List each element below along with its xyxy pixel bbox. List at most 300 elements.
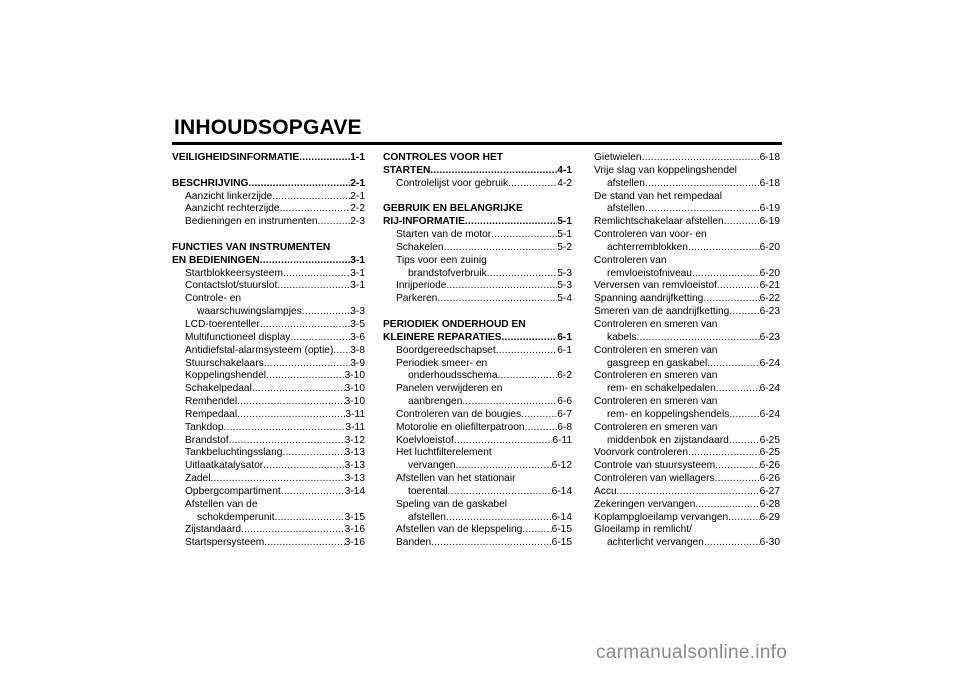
toc-page-number: 3-15 xyxy=(344,511,365,523)
dot-leader xyxy=(446,512,552,525)
toc-entry[interactable] xyxy=(172,293,365,306)
toc-page-number: 6-30 xyxy=(759,537,780,549)
toc-page-number: 1-1 xyxy=(350,152,365,163)
toc-page-number: 6-7 xyxy=(557,408,572,420)
toc-entry-title: Panelen verwijderen en xyxy=(396,383,503,395)
toc-page-number: 6-20 xyxy=(759,241,780,253)
toc-entry[interactable] xyxy=(594,306,780,319)
dot-leader xyxy=(525,422,558,435)
dot-leader xyxy=(260,255,351,268)
toc-page-number: 6-22 xyxy=(759,293,780,305)
toc-entry-title: Het luchtfilterelement xyxy=(396,447,492,459)
toc-entry[interactable] xyxy=(594,409,780,422)
toc-entry[interactable] xyxy=(172,537,365,550)
toc-page-number: 4-2 xyxy=(557,177,572,189)
toc-page-number: 2-1 xyxy=(350,190,365,202)
toc-entry-title: Speling van de gaskabel xyxy=(396,498,508,510)
toc-entry-title: Remhendel xyxy=(185,396,238,408)
toc-page-number: 3-12 xyxy=(344,434,365,446)
toc-entry-title: Banden xyxy=(396,537,432,549)
toc-entry[interactable] xyxy=(172,396,365,409)
toc-page-number: 3-13 xyxy=(344,473,365,485)
toc-spacer xyxy=(172,165,365,178)
toc-page-number: 3-1 xyxy=(350,280,365,292)
toc-page-number: 5-3 xyxy=(557,267,572,279)
page-title: INHOUDSOPGAVE xyxy=(174,116,362,139)
toc-entry[interactable] xyxy=(383,370,572,383)
toc-page-number: 6-15 xyxy=(551,524,572,536)
toc-entry-title: Multifunctioneel display xyxy=(185,331,291,343)
toc-page-number: 6-12 xyxy=(551,460,572,472)
toc-page-number: 2-3 xyxy=(350,216,365,228)
toc-entry[interactable] xyxy=(383,435,572,448)
toc-entry-title: BESCHRIJVING xyxy=(172,177,249,189)
toc-entry-title: Afstellen van de xyxy=(185,498,258,510)
dot-leader xyxy=(617,486,760,499)
toc-entry[interactable] xyxy=(172,460,365,473)
toc-section-heading[interactable] xyxy=(172,255,365,268)
toc-page-number: 3-11 xyxy=(345,421,365,433)
toc-entry[interactable] xyxy=(383,473,572,486)
dot-leader xyxy=(462,396,557,409)
toc-entry[interactable] xyxy=(172,370,365,383)
dot-leader xyxy=(302,306,351,319)
toc-page-number: 6-24 xyxy=(759,357,780,369)
toc-entry[interactable] xyxy=(172,358,365,371)
toc-page-number: 3-13 xyxy=(344,447,365,459)
toc-entry[interactable] xyxy=(383,280,572,293)
dot-leader xyxy=(465,216,557,229)
toc-entry-title: KLEINERE REPARATIES xyxy=(383,331,502,343)
toc-entry-title: Koplampgloeilamp vervangen xyxy=(594,511,729,523)
toc-entry[interactable] xyxy=(172,435,365,448)
toc-column-2 xyxy=(383,152,572,550)
dot-leader xyxy=(497,370,557,383)
toc-entry-title: achterlicht vervangen xyxy=(607,537,704,549)
dot-leader xyxy=(272,191,350,204)
toc-page-number: 6-1 xyxy=(557,331,572,343)
toc-section-heading[interactable] xyxy=(383,319,572,332)
toc-entry-title: Controleren van wiellagers xyxy=(594,473,715,485)
toc-entry-title: afstellen xyxy=(607,177,645,189)
dot-leader xyxy=(688,242,760,255)
dot-leader xyxy=(729,435,760,448)
toc-page-number: 6-23 xyxy=(759,331,780,343)
toc-entry[interactable] xyxy=(172,524,365,537)
toc-entry-title: Controleren van xyxy=(594,254,667,266)
toc-entry-title: toerental xyxy=(408,485,448,497)
toc-column-3 xyxy=(594,152,780,550)
toc-entry[interactable] xyxy=(594,383,780,396)
toc-entry[interactable] xyxy=(594,319,780,332)
toc-entry-title: Voorvork controleren xyxy=(594,447,688,459)
toc-entry[interactable] xyxy=(383,524,572,537)
toc-entry-title: Tips voor een zuinig xyxy=(396,254,487,266)
dot-leader xyxy=(282,447,344,460)
toc-entry[interactable] xyxy=(594,191,780,204)
dot-leader xyxy=(487,268,558,281)
toc-entry[interactable] xyxy=(383,229,572,242)
toc-page-number: 6-25 xyxy=(759,447,780,459)
toc-spacer xyxy=(172,229,365,242)
toc-entry-title: Koppelingshendel xyxy=(185,370,267,382)
toc-entry-title: GEBRUIK EN BELANGRIJKE xyxy=(383,203,523,215)
dot-leader xyxy=(715,460,759,473)
toc-entry-title: rem- en koppelingshendels xyxy=(607,408,730,420)
toc-page-number: 5-1 xyxy=(557,216,572,228)
toc-entry-title: achterremblokken xyxy=(607,241,688,253)
toc-page-number: 6-23 xyxy=(759,306,780,318)
toc-section-heading[interactable] xyxy=(383,332,572,345)
toc-entry-title: Starten van de motor xyxy=(396,229,492,241)
toc-entry-title: Opbergcompartiment xyxy=(185,485,281,497)
toc-entry[interactable] xyxy=(594,512,780,525)
toc-column-1 xyxy=(172,152,365,550)
toc-entry-title: Aanzicht linkerzijde xyxy=(185,190,273,202)
toc-entry[interactable] xyxy=(594,255,780,268)
toc-entry[interactable] xyxy=(594,486,780,499)
toc-entry[interactable] xyxy=(594,229,780,242)
toc-page-number: 3-16 xyxy=(344,537,365,549)
toc-entry-title: Controleren en smeren van xyxy=(594,344,718,356)
title-rule xyxy=(172,142,782,145)
toc-entry-title: Tankdop xyxy=(185,421,224,433)
toc-page-number: 6-18 xyxy=(759,152,780,163)
dot-leader xyxy=(703,293,759,306)
dot-leader xyxy=(248,178,350,191)
toc-section-heading[interactable] xyxy=(383,165,572,178)
toc-entry-title: Zekeringen vervangen xyxy=(594,498,696,510)
toc-section-heading[interactable] xyxy=(383,216,572,229)
toc-entry[interactable] xyxy=(172,268,365,281)
toc-entry[interactable] xyxy=(172,409,365,422)
toc-page-number: 6-2 xyxy=(557,370,572,382)
toc-entry-title: Verversen van remvloeistof xyxy=(594,280,717,292)
toc-entry-title: Afstellen van de klepspeling xyxy=(396,524,523,536)
toc-entry[interactable] xyxy=(383,293,572,306)
toc-entry-title: VEILIGHEIDSINFORMATIE xyxy=(172,152,300,163)
toc-page-number: 3-9 xyxy=(350,357,365,369)
toc-entry-title: Vrije slag van koppelingshendel xyxy=(594,164,737,176)
toc-entry-title: Uitlaatkatalysator xyxy=(185,460,264,472)
toc-entry[interactable] xyxy=(172,447,365,460)
toc-entry[interactable] xyxy=(594,345,780,358)
toc-page-number: 3-6 xyxy=(350,331,365,343)
toc-entry-title: Controleren en smeren van xyxy=(594,370,718,382)
dot-leader xyxy=(645,178,760,191)
toc-entry-title: remvloeistofniveau xyxy=(607,267,692,279)
toc-entry[interactable] xyxy=(383,486,572,499)
toc-entry[interactable] xyxy=(383,499,572,512)
toc-entry-title: aanbrengen xyxy=(408,396,463,408)
toc-entry[interactable] xyxy=(594,203,780,216)
toc-entry-title: kabels xyxy=(607,331,637,343)
toc-page-number: 3-10 xyxy=(344,370,365,382)
dot-leader xyxy=(333,345,350,358)
toc-page-number: 4-1 xyxy=(557,164,572,176)
dot-leader xyxy=(431,537,551,550)
toc-entry[interactable] xyxy=(172,499,365,512)
toc-entry[interactable] xyxy=(383,409,572,422)
toc-entry-title: De stand van het rempedaal xyxy=(594,190,722,202)
toc-entry-title: LCD-toerenteller xyxy=(185,318,260,330)
toc-section-heading[interactable] xyxy=(383,152,572,165)
toc-entry[interactable] xyxy=(594,499,780,512)
toc-entry-title: Controle- en xyxy=(185,293,242,305)
toc-entry[interactable] xyxy=(594,332,780,345)
toc-entry[interactable] xyxy=(172,319,365,332)
toc-entry-title: FUNCTIES VAN INSTRUMENTEN xyxy=(172,241,331,253)
toc-page-number: 6-6 xyxy=(557,396,572,408)
toc-entry-title: Rempedaal xyxy=(185,408,238,420)
toc-entry-title: Gloeilamp in remlicht/ xyxy=(594,524,692,536)
toc-entry[interactable] xyxy=(594,422,780,435)
toc-section-heading[interactable] xyxy=(172,178,365,191)
toc-page-number: 6-29 xyxy=(759,511,780,523)
toc-entry[interactable] xyxy=(383,460,572,473)
dot-leader xyxy=(521,409,557,422)
toc-entry-title: Controleren van voor- en xyxy=(594,229,707,241)
toc-page-number: 5-4 xyxy=(557,293,572,305)
toc-page-number: 6-11 xyxy=(552,434,572,446)
toc-entry-title: vervangen xyxy=(408,460,456,472)
toc-entry[interactable] xyxy=(594,524,780,537)
dot-leader xyxy=(260,319,351,332)
toc-page-number: 6-24 xyxy=(759,408,780,420)
dot-leader xyxy=(264,537,344,550)
dot-leader xyxy=(729,409,759,422)
toc-page-number: 6-21 xyxy=(759,280,780,292)
toc-entry[interactable] xyxy=(383,242,572,255)
toc-entry-title: Controleren en smeren van xyxy=(594,318,718,330)
toc-entry-title: Motorolie en oliefilterpatroon xyxy=(396,421,525,433)
dot-leader xyxy=(318,216,351,229)
toc-page-number: 3-3 xyxy=(350,306,365,318)
toc-entry-title: Spanning aandrijfketting xyxy=(594,293,704,305)
toc-page-number: 5-1 xyxy=(557,229,572,241)
toc-entry[interactable] xyxy=(594,178,780,191)
toc-page-number: 2-2 xyxy=(350,203,365,215)
dot-leader xyxy=(444,242,558,255)
toc-entry[interactable] xyxy=(594,293,780,306)
dot-leader xyxy=(299,152,350,165)
toc-entry[interactable] xyxy=(594,268,780,281)
dot-leader xyxy=(237,396,345,409)
toc-entry-title: RIJ-INFORMATIE xyxy=(383,216,465,228)
dot-leader xyxy=(707,358,759,371)
toc-entry-title: Periodiek smeer- en xyxy=(396,357,488,369)
toc-page-number: 3-1 xyxy=(350,254,365,266)
toc-entry-title: brandstofverbruik xyxy=(408,267,487,279)
toc-page-number: 6-19 xyxy=(759,203,780,215)
dot-leader xyxy=(724,216,760,229)
toc-entry[interactable] xyxy=(383,396,572,409)
toc-page-number: 6-28 xyxy=(759,498,780,510)
toc-entry[interactable] xyxy=(172,191,365,204)
dot-leader xyxy=(636,332,759,345)
dot-leader xyxy=(281,486,345,499)
toc-entry-title: Controlelijst voor gebruik xyxy=(396,177,509,189)
toc-page-number: 3-5 xyxy=(350,318,365,330)
dot-leader xyxy=(522,524,551,537)
toc-entry-title: Parkeren xyxy=(396,293,438,305)
dot-leader xyxy=(266,370,345,383)
dot-leader xyxy=(729,306,759,319)
toc-entry-title: Stuurschakelaars xyxy=(185,357,264,369)
toc-page-number: 5-3 xyxy=(557,280,572,292)
toc-page-number: 6-20 xyxy=(759,267,780,279)
dot-leader xyxy=(704,537,760,550)
toc-entry[interactable] xyxy=(383,358,572,371)
toc-entry-title: rem- en schakelpedalen xyxy=(607,383,716,395)
toc-entry[interactable] xyxy=(383,268,572,281)
dot-leader xyxy=(502,332,558,345)
toc-entry[interactable] xyxy=(594,152,780,165)
watermark-text: carmanualsonline.info xyxy=(596,642,788,663)
toc-entry-title: Startspersysteem xyxy=(185,537,265,549)
dot-leader xyxy=(642,152,760,165)
dot-leader xyxy=(448,486,552,499)
toc-entry[interactable] xyxy=(383,255,572,268)
toc-entry[interactable] xyxy=(594,242,780,255)
toc-entry[interactable] xyxy=(594,370,780,383)
toc-entry[interactable] xyxy=(594,447,780,460)
toc-entry[interactable] xyxy=(172,486,365,499)
toc-entry[interactable] xyxy=(172,383,365,396)
toc-entry-title: Aanzicht rechterzijde xyxy=(185,203,280,215)
toc-section-heading[interactable] xyxy=(172,152,365,165)
dot-leader xyxy=(263,460,344,473)
dot-leader xyxy=(508,178,557,191)
toc-entry-title: gasgreep en gaskabel xyxy=(607,357,708,369)
toc-entry[interactable] xyxy=(594,460,780,473)
toc-entry[interactable] xyxy=(594,165,780,178)
toc-entry-title: PERIODIEK ONDERHOUD EN xyxy=(383,318,526,330)
dot-leader xyxy=(728,512,759,525)
toc-entry-title: Brandstof xyxy=(185,434,229,446)
toc-entry-title: Startblokkeersysteem xyxy=(185,267,283,279)
toc-entry-title: Tankbeluchtingsslang xyxy=(185,447,283,459)
toc-entry[interactable] xyxy=(172,216,365,229)
toc-entry[interactable] xyxy=(594,280,780,293)
toc-page-number: 6-27 xyxy=(759,485,780,497)
toc-entry[interactable] xyxy=(383,422,572,435)
toc-entry[interactable] xyxy=(383,512,572,525)
toc-page-number: 6-15 xyxy=(551,537,572,549)
toc-page-number: 3-16 xyxy=(344,524,365,536)
toc-entry-title: Remlichtschakelaar afstellen xyxy=(594,216,724,228)
dot-leader xyxy=(717,280,760,293)
toc-page-number: 3-10 xyxy=(344,383,365,395)
toc-entry[interactable] xyxy=(172,203,365,216)
toc-entry[interactable] xyxy=(383,383,572,396)
toc-page-number: 6-14 xyxy=(551,485,572,497)
dot-leader xyxy=(280,203,351,216)
toc-entry[interactable] xyxy=(383,345,572,358)
dot-leader xyxy=(237,409,345,422)
toc-entry-title: Afstellen van het stationair xyxy=(396,473,516,485)
dot-leader xyxy=(277,280,350,293)
toc-entry[interactable] xyxy=(172,473,365,486)
dot-leader xyxy=(695,499,759,512)
toc-page-number: 3-13 xyxy=(344,460,365,472)
toc-page-number: 3-14 xyxy=(344,485,365,497)
dot-leader xyxy=(446,280,557,293)
toc-page-number: 6-1 xyxy=(557,344,572,356)
toc-entry[interactable] xyxy=(594,358,780,371)
dot-leader xyxy=(716,383,760,396)
toc-entry[interactable] xyxy=(383,447,572,460)
toc-entry[interactable] xyxy=(594,537,780,550)
dot-leader xyxy=(210,473,344,486)
toc-section-heading[interactable] xyxy=(172,242,365,255)
toc-page-number: 3-1 xyxy=(350,267,365,279)
dot-leader xyxy=(645,203,760,216)
toc-entry-title: Schakelpedaal xyxy=(185,383,252,395)
toc-entry[interactable] xyxy=(383,537,572,550)
dot-leader xyxy=(290,332,350,345)
dot-leader xyxy=(252,383,345,396)
toc-entry-title: afstellen xyxy=(408,511,446,523)
toc-page-number: 6-8 xyxy=(557,421,572,433)
toc-entry[interactable] xyxy=(172,422,365,435)
dot-leader xyxy=(229,435,345,448)
toc-entry-title: afstellen xyxy=(607,203,645,215)
toc-entry[interactable] xyxy=(594,435,780,448)
dot-leader xyxy=(241,524,345,537)
toc-entry-title: Controleren van de bougies xyxy=(396,408,522,420)
toc-entry-title: Bedieningen en instrumenten xyxy=(185,216,318,228)
toc-entry[interactable] xyxy=(172,345,365,358)
toc-page-number: 5-2 xyxy=(557,241,572,253)
toc-entry-title: Zadel xyxy=(185,473,211,485)
toc-entry-title: Koelvloeistof xyxy=(396,434,454,446)
dot-leader xyxy=(456,460,552,473)
toc-entry-title: Controle van stuursysteem xyxy=(594,460,716,472)
toc-spacer xyxy=(383,191,572,204)
toc-page-number: 6-24 xyxy=(759,383,780,395)
toc-entry-title: STARTEN xyxy=(383,164,431,176)
toc-page-number: 6-26 xyxy=(759,460,780,472)
dot-leader xyxy=(688,447,760,460)
toc-spacer xyxy=(383,306,572,319)
toc-section-heading[interactable] xyxy=(383,203,572,216)
toc-entry[interactable] xyxy=(172,280,365,293)
dot-leader xyxy=(275,512,345,525)
toc-page-number: 6-14 xyxy=(551,511,572,523)
toc-entry-title: Antidiefstal-alarmsysteem (optie) xyxy=(185,344,334,356)
toc-entry[interactable] xyxy=(594,396,780,409)
dot-leader xyxy=(224,422,346,435)
toc-page-number: 6-19 xyxy=(759,216,780,228)
toc-entry-title: Controleren en smeren van xyxy=(594,421,718,433)
toc-entry-title: waarschuwingslampjes xyxy=(197,306,302,318)
toc-entry[interactable] xyxy=(594,216,780,229)
toc-entry[interactable] xyxy=(172,332,365,345)
toc-page-number: 3-8 xyxy=(350,344,365,356)
toc-entry-title: schokdemperunit xyxy=(197,511,275,523)
toc-entry-title: Zijstandaard xyxy=(185,524,242,536)
toc-entry[interactable] xyxy=(172,512,365,525)
toc-entry[interactable] xyxy=(172,306,365,319)
toc-entry-title: Smeren van de aandrijfketting xyxy=(594,306,730,318)
toc-entry-title: CONTROLES VOOR HET xyxy=(383,152,503,163)
toc-entry-title: Accu xyxy=(594,485,617,497)
toc-entry-title: Inrijperiode xyxy=(396,280,447,292)
toc-entry[interactable] xyxy=(594,473,780,486)
toc-entry[interactable] xyxy=(383,178,572,191)
toc-page-number: 6-18 xyxy=(759,177,780,189)
